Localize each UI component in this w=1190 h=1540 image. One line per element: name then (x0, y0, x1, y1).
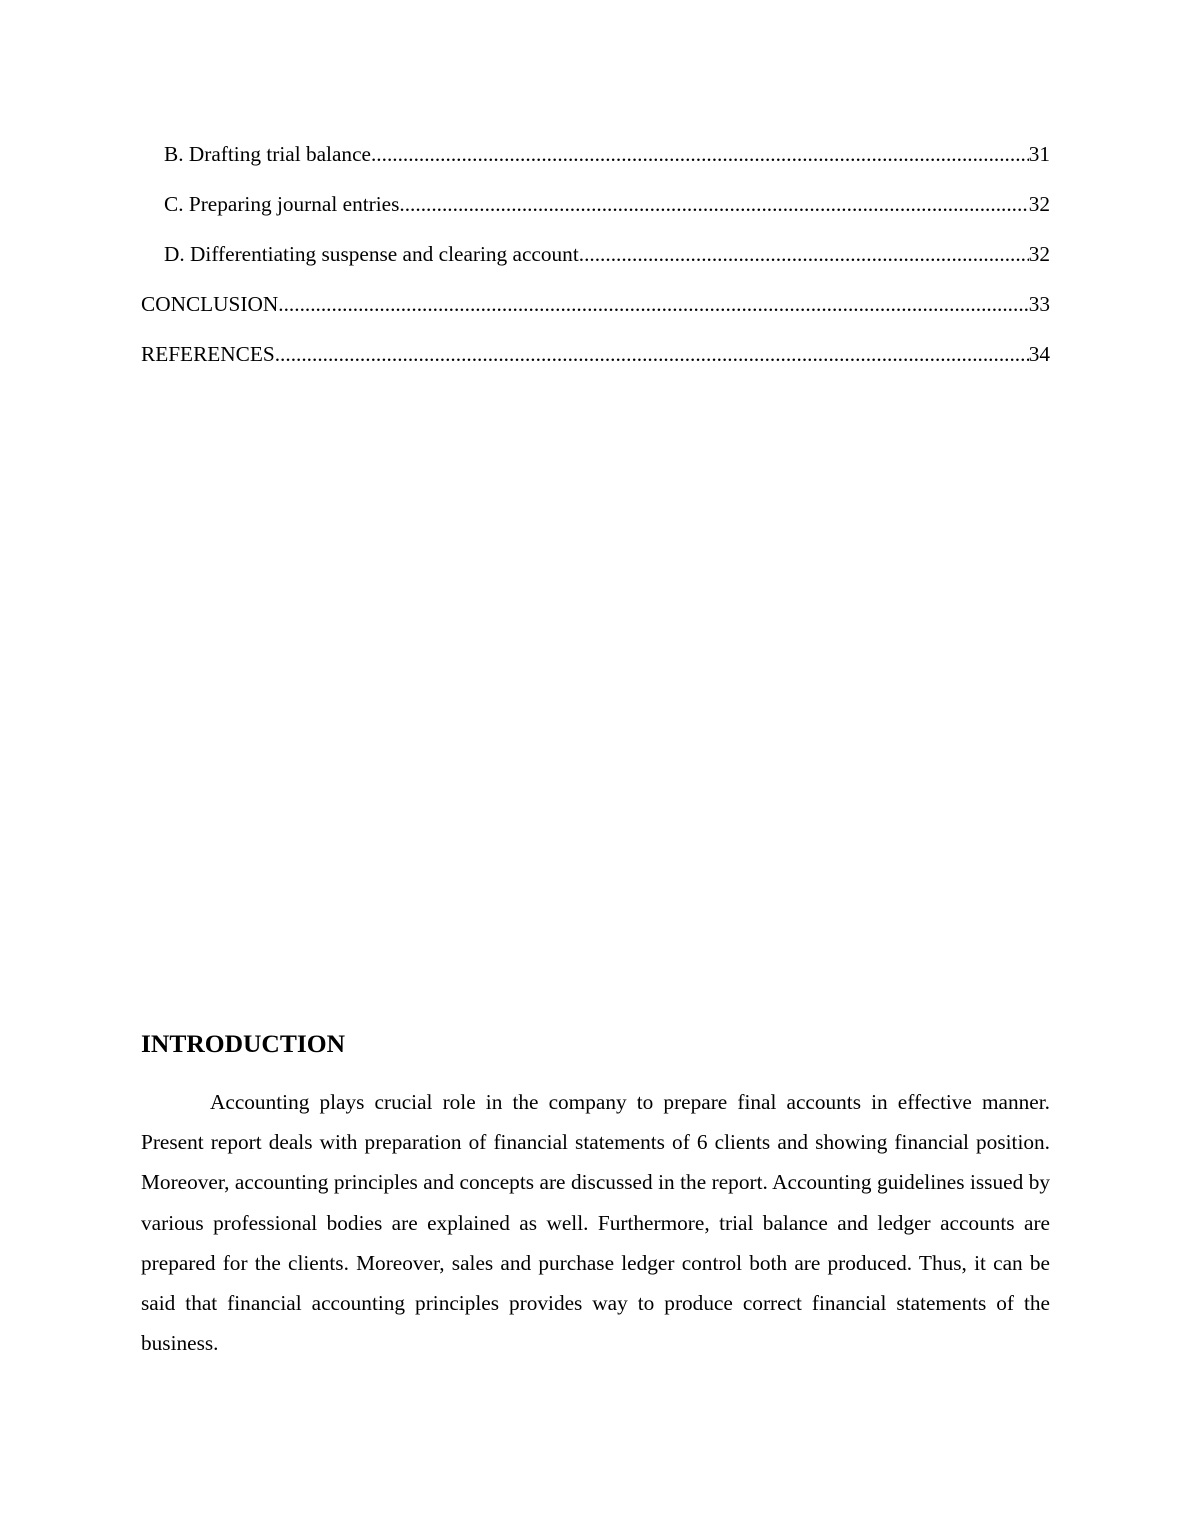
toc-entry-preparing-journal-entries[interactable] (141, 189, 1050, 239)
toc-entry-drafting-trial-balance[interactable] (141, 139, 1050, 189)
toc-dot-leader (278, 289, 1028, 319)
introduction-paragraph: Accounting plays crucial role in the company to prepare final accounts in effective manner. Present report deals with preparation of financial statements of 6 clients and showing financial position. Moreover, accounting principles and concepts are discussed in the report. Accounting guidelines issued by various professional bodies are explained as well. Furthermore, trial balance and ledger accounts are prepared for the clients. Moreover, sales and purchase ledger control both are produced. Thus, it can be said that financial accounting principles provides way to produce correct financial statements of the business. (141, 1090, 1050, 1356)
toc-page-number[interactable]: 31 (1028, 142, 1050, 166)
table-of-contents (141, 139, 1050, 389)
toc-entry-label[interactable]: D. Differentiating suspense and clearing account (164, 242, 579, 266)
toc-page-number[interactable]: 32 (1028, 242, 1050, 266)
toc-entry-label[interactable]: CONCLUSION (141, 292, 279, 316)
toc-dot-leader (579, 239, 1029, 269)
introduction-heading: INTRODUCTION (141, 1029, 346, 1058)
toc-page-number[interactable]: 32 (1028, 192, 1050, 216)
toc-entry-conclusion[interactable] (141, 289, 1050, 339)
toc-entry-label[interactable]: B. Drafting trial balance (164, 142, 371, 166)
toc-dot-leader (371, 139, 1029, 169)
toc-entry-label[interactable]: REFERENCES (141, 342, 275, 366)
toc-entry-references[interactable] (141, 339, 1050, 389)
toc-dot-leader (275, 339, 1029, 369)
toc-dot-leader (399, 189, 1028, 219)
toc-page-number[interactable]: 34 (1028, 342, 1050, 366)
toc-page-number[interactable]: 33 (1028, 292, 1050, 316)
toc-entry-label[interactable]: C. Preparing journal entries (164, 192, 400, 216)
toc-entry-suspense-clearing[interactable] (141, 239, 1050, 289)
